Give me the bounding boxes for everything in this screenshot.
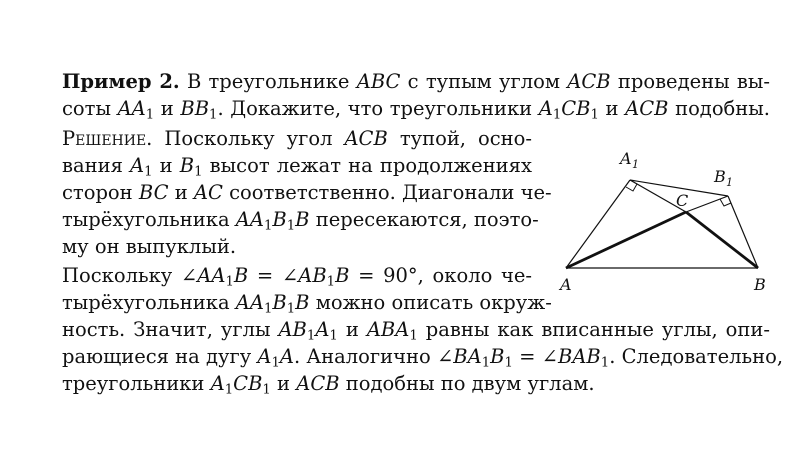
- solution-line-5: му он выпуклый.: [62, 235, 237, 258]
- segment-AC: [566, 212, 686, 268]
- example-heading: Пример 2.: [62, 70, 180, 93]
- label-B1-sub: 1: [726, 176, 733, 189]
- label-B: B: [754, 275, 766, 294]
- segment-CB: [686, 212, 758, 268]
- solution-line-3: сторон BC и AC соответственно. Диагонали че-: [62, 181, 552, 204]
- problem-line-2: соты $AA_1$ и $BB_1$. Докажите, что треугольники $A_1CB_1$ и ACB подобны.: [62, 97, 771, 123]
- segment-AA1: [566, 180, 630, 268]
- solution-line-7: тырёхугольника $AA_1B_1B$ можно описать окруж-: [62, 291, 552, 317]
- solution-label: Решение.: [62, 127, 153, 150]
- label-A1-sub: 1: [632, 158, 639, 171]
- solution-line-8: ность. Значит, углы $AB_1A_1$ и $ABA_1$ равны как вписанные углы, опи-: [62, 318, 770, 344]
- right-angle-mark-A1: [626, 184, 637, 191]
- solution-line-10: треугольники $A_1CB_1$ и ACB подобны по двум углам.: [62, 372, 595, 398]
- solution-line-2: вания $A_1$ и $B_1$ высот лежат на продолжениях: [62, 154, 532, 180]
- label-A: A: [560, 275, 572, 294]
- label-C: C: [676, 191, 689, 210]
- label-A1: A: [620, 149, 632, 168]
- problem-line-1: Пример 2. В треугольнике ABC с тупым углом ACB проведены вы-: [62, 70, 770, 93]
- triangle-diagram: [558, 140, 778, 300]
- solution-line-9: рающиеся на дугу $A_1A$. Аналогично $\angle BA_1B_1$ = $\angle BAB_1$. Следовательно,: [62, 345, 784, 371]
- segment-CB1: [686, 196, 728, 212]
- solution-line-1: Решение. Поскольку угол ACB тупой, осно-: [62, 127, 533, 150]
- label-B1: B: [714, 167, 726, 186]
- triangle-figure: [558, 140, 778, 300]
- solution-line-4: тырёхугольника $AA_1B_1B$ пересекаются, поэто-: [62, 208, 539, 234]
- solution-line-6: Поскольку $\angle AA_1B$ = $\angle AB_1B = 90^\circ$, около че-: [62, 264, 533, 290]
